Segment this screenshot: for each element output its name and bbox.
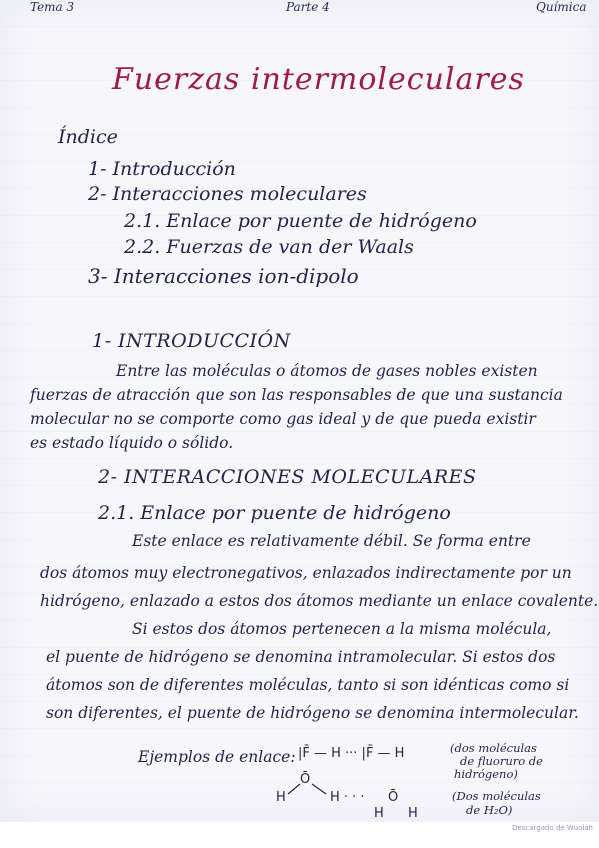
body-line: Entre las moléculas o átomos de gases nobles existen — [116, 362, 538, 380]
body-line: molecular no se comporte como gas ideal y de que pueda existir — [30, 410, 536, 428]
index-item: 2- Interacciones moleculares — [88, 183, 367, 205]
header-subject: Química — [536, 0, 587, 14]
water-note: (Dos moléculas — [452, 789, 541, 803]
water-hydrogen: H — [408, 806, 418, 821]
body-line: dos átomos muy electronegativos, enlazados indirectamente por un — [40, 564, 572, 582]
body-line: fuerzas de atracción que son las responsables de que una sustancia — [30, 386, 563, 404]
index-item: 2.2. Fuerzas de van der Waals — [124, 236, 414, 258]
water-oxygen: Ō — [300, 772, 311, 787]
body-line: hidrógeno, enlazado a estos dos átomos mediante un enlace covalente. — [40, 592, 599, 610]
body-line: es estado líquido o sólido. — [30, 434, 234, 452]
water-note: de H₂O) — [466, 803, 513, 817]
page-title: Fuerzas intermoleculares — [112, 62, 525, 97]
water-hbond: H · · · — [330, 790, 365, 805]
water-hydrogen: H — [374, 806, 384, 821]
water-oxygen: Ō — [388, 790, 399, 805]
hf-note: hidrógeno) — [454, 767, 518, 781]
examples-label: Ejemplos de enlace: — [138, 748, 296, 766]
body-line: el puente de hidrógeno se denomina intramolecular. Si estos dos — [46, 648, 556, 666]
hf-formula: |F̄ — H ··· |F̄ — H — [298, 746, 405, 761]
body-line: son diferentes, el puente de hidrógeno se denomina intermolecular. — [46, 704, 579, 722]
water-hydrogen: H — [276, 790, 286, 805]
index-item: 2.1. Enlace por puente de hidrógeno — [124, 210, 477, 232]
index-item: 3- Interacciones ion-dipolo — [88, 264, 359, 288]
body-line: Si estos dos átomos pertenecen a la misma molécula, — [132, 620, 552, 638]
body-line: átomos son de diferentes moléculas, tanto si son idénticas como si — [46, 676, 570, 694]
hf-note: (dos moléculas — [450, 741, 537, 755]
index-item: 1- Introducción — [88, 158, 236, 180]
hf-note: de fluoruro de — [460, 754, 543, 768]
water-bonds — [284, 780, 344, 804]
index-heading: Índice — [58, 126, 118, 148]
body-line: Este enlace es relativamente débil. Se forma entre — [132, 532, 531, 550]
header-topic: Tema 3 — [30, 0, 75, 14]
section-heading: 2- INTERACCIONES MOLECULARES — [98, 466, 477, 488]
subsection-heading: 2.1. Enlace por puente de hidrógeno — [98, 502, 451, 524]
watermark: Descargado de Wuolah — [512, 824, 593, 832]
header-part: Parte 4 — [286, 0, 330, 14]
section-heading: 1- INTRODUCCIÓN — [92, 330, 291, 352]
